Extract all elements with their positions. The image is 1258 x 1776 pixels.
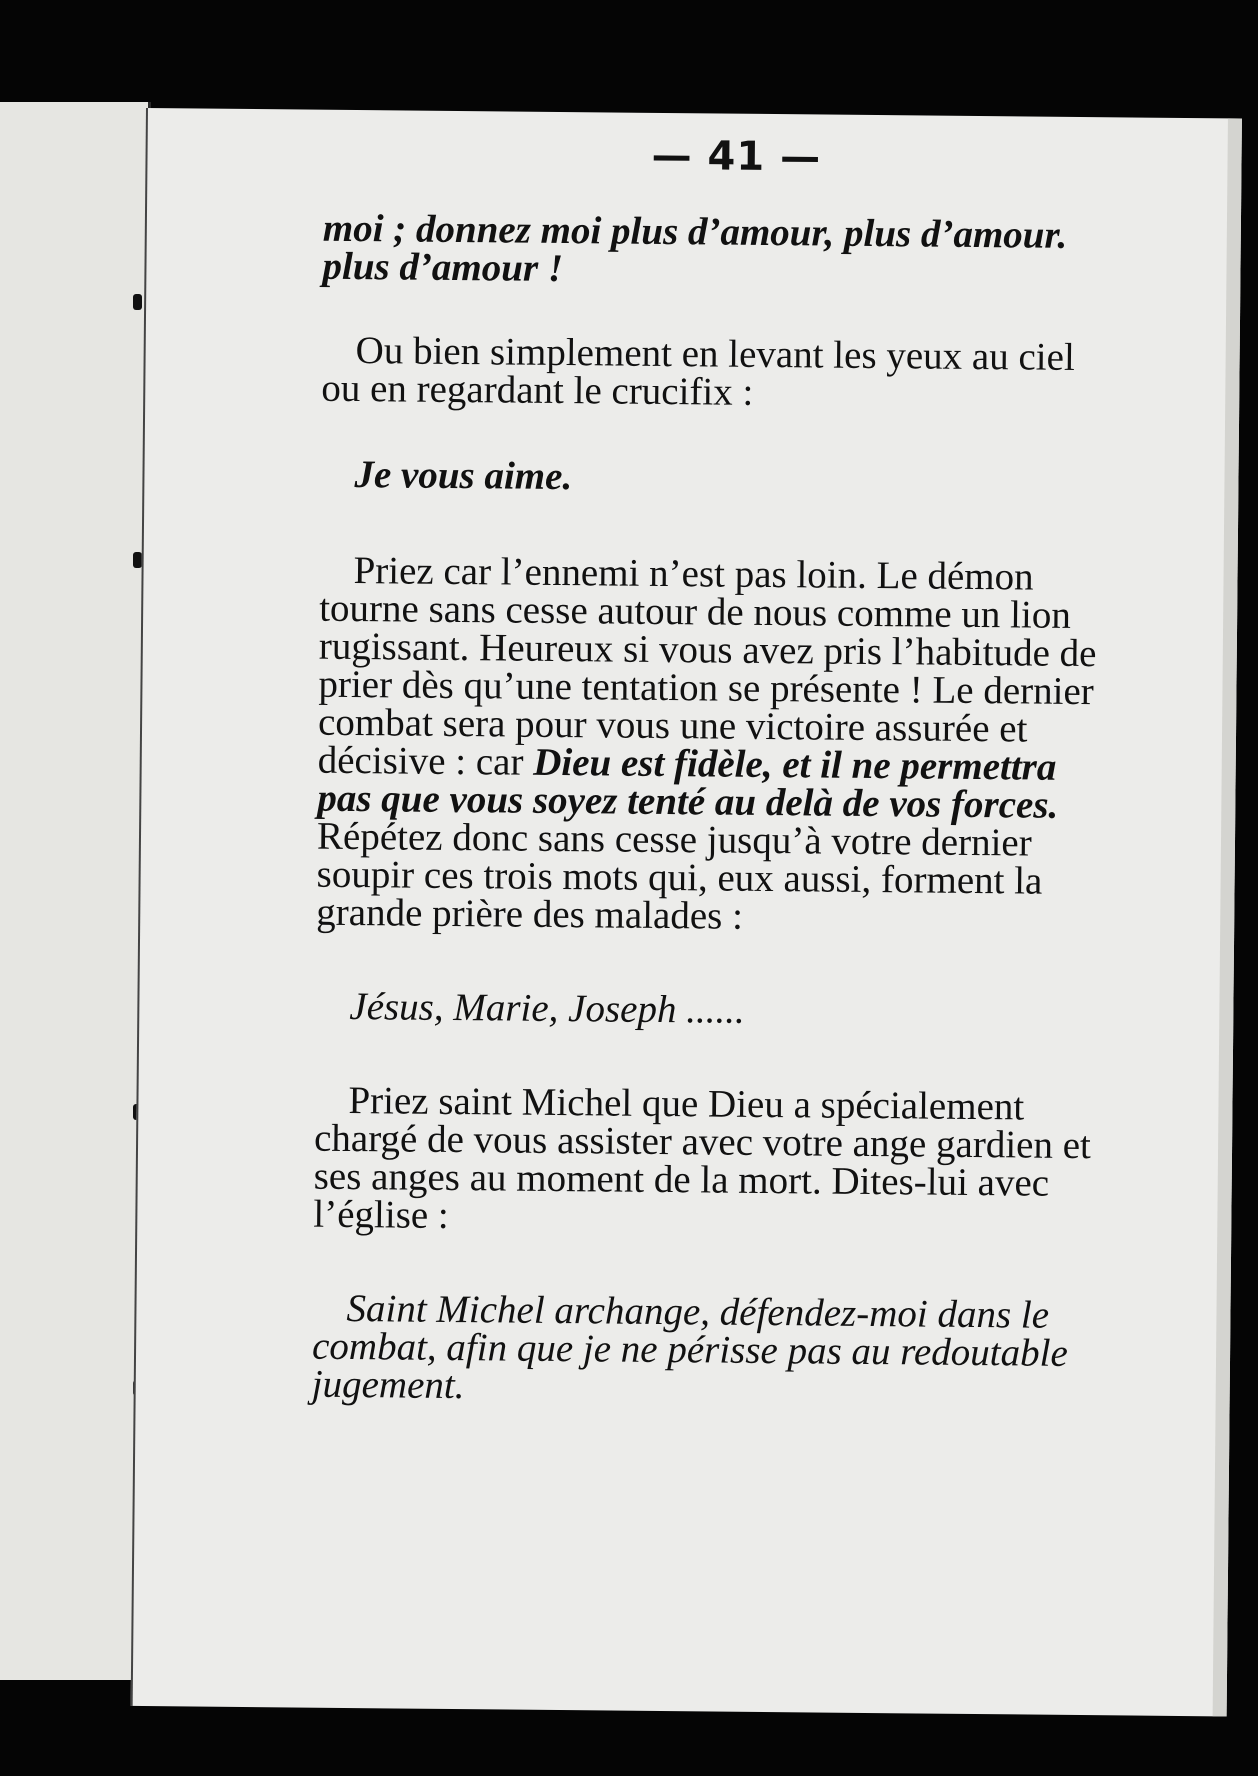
paragraph-priez-part-1: Priez car l’ennemi n’est pas loin. Le démon tourne sans cesse autour de nous comme un lion rugissant. Heureux si vous avez pris l’habitude de prier dès qu’une tentation se présente ! Le dernier combat sera pour vous une victoire assurée et décisive : car	[317, 549, 1097, 784]
paragraph-saint-michel: Priez saint Michel que Dieu a spécialement chargé de vous assister avec votre ange gardien et ses anges au moment de la mort. Dites-lui avec l’église :	[313, 1078, 1092, 1237]
paragraph-instruction: Ou bien simplement en levant les yeux au ciel ou en regardant le crucifix :	[321, 329, 1075, 414]
paragraph-prayer-saint-michel: Saint Michel archange, défendez-moi dans le combat, afin que je ne périsse pas au redoutable jugement.	[311, 1286, 1068, 1408]
page-text	[311, 206, 1123, 1412]
left-page-edge	[0, 102, 151, 1680]
page-number: — 41 —	[651, 132, 822, 181]
binding-mark	[133, 294, 142, 310]
paragraph-priez-quote: Dieu est fidèle, et il ne permettra pas que vous soyez tenté au delà de vos forces.	[317, 740, 1059, 827]
paragraph-je-vous-aime: Je vous aime.	[354, 453, 573, 499]
paragraph-priez-part-2: Répétez donc sans cesse jusqu’à votre dernier soupir ces trois mots qui, eux aussi, forment la grande prière des malades :	[316, 814, 1043, 938]
paragraph-prayer-love: moi ; donnez moi plus d’amour, plus d’amour. plus d’amour !	[322, 206, 1068, 291]
paragraph-jesus-marie-joseph: Jésus, Marie, Joseph ......	[349, 984, 745, 1032]
book-page	[131, 108, 1242, 1716]
paragraph-priez	[316, 549, 1120, 940]
